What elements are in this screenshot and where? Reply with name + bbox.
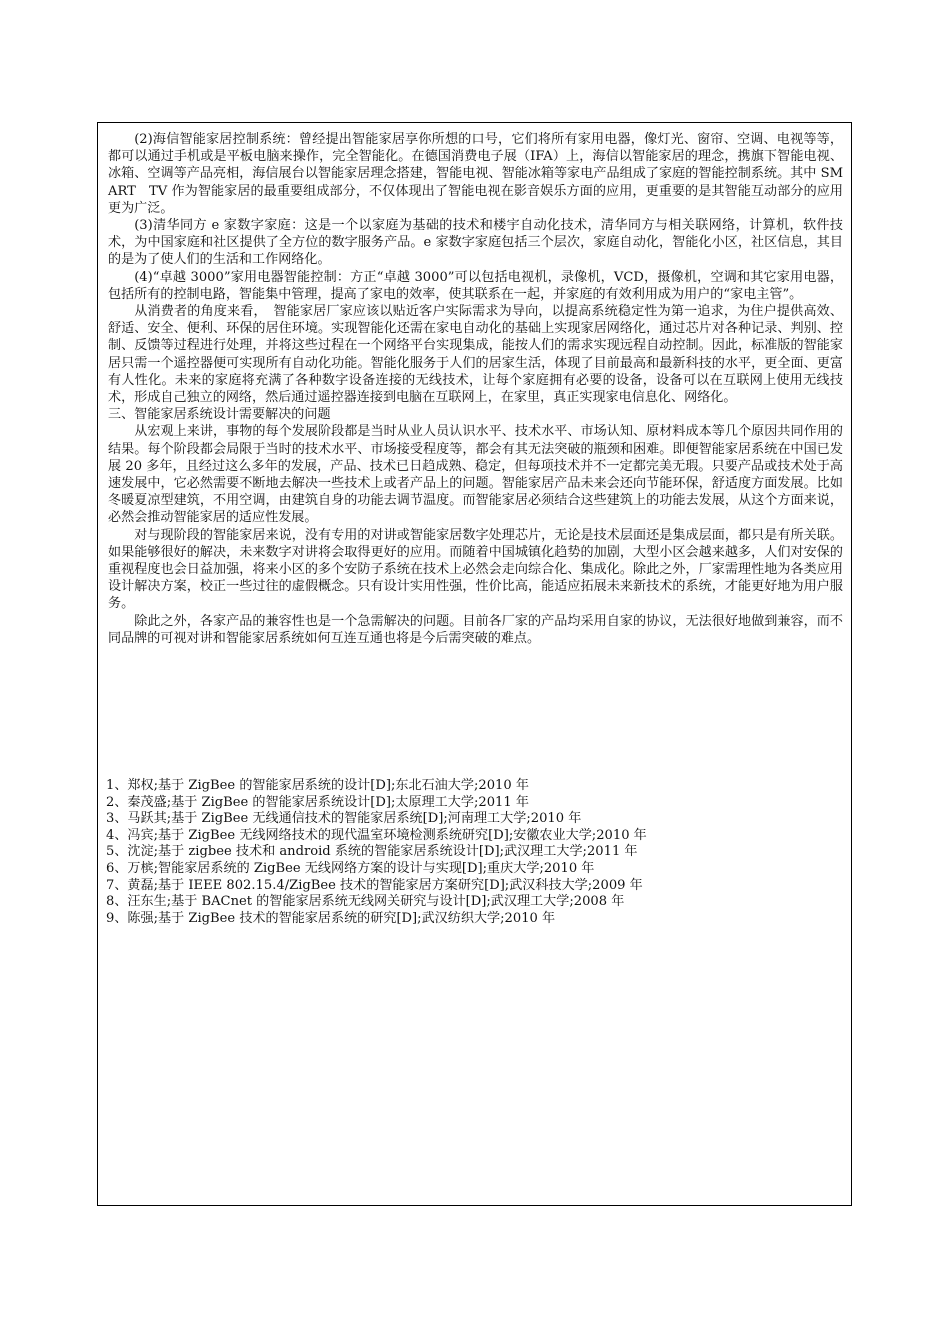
paragraph-tsinghua: (3)清华同方 e 家数字家庭：这是一个以家庭为基础的技术和楼宇自动化技术，清华同方与相关联网络，计算机，软件技术，为中国家庭和社区提供了全方位的数字服务产品。e 家数字家庭包括三个层次，家庭自动化，智能化小区，社区信息，其目的是为了使人们的生活和工作网络化。: [108, 218, 843, 268]
paragraph-hisense: (2)海信智能家居控制系统：曾经提出智能家居享你所想的口号，它们将所有家用电器，像灯光、窗帘、空调、电视等等，都可以通过手机或是平板电脑来操作，完全智能化。在德国消费电子展（IFA）上，海信以智能家居的理念，携旗下智能电视、冰箱、空调等产品亮相，海信展台以智能家居理念搭建，智能电视、智能冰箱等家电产品组成了家庭的智能控制系统。其中 SMART TV 作为智能家居的最重要组成部分，不仅体现出了智能电视在影音娱乐方面的应用，更重要的是其智能互动部分的应用更为广泛。: [108, 132, 843, 216]
reference-item: 7、黄磊;基于 IEEE 802.15.4/ZigBee 技术的智能家居方案研究[D];武汉科技大学;2009 年: [106, 877, 643, 893]
reference-item: 8、汪东生;基于 BACnet 的智能家居系统无线网关研究与设计[D];武汉理工大学;2008 年: [106, 894, 625, 910]
paragraph-macro-view: 从宏观上来讲，事物的每个发展阶段都是当时从业人员认识水平、技术水平、市场认知、原材料成本等几个原因共同作用的结果。每个阶段都会局限于当时的技术水平、市场接受程度等，都会有其无法突破的瓶颈和困难。即便智能家居系统在中国已发展 20 多年，且经过这么多年的发展，产品、技术已日趋成熟、稳定，但每项技术并不一定都完美无瑕。只要产品或技术处于高速发展中，它必然需要不断地去解决一些技术上或者产品上的问题。智能家居产品未来会还向节能环保，舒适度方面发展。比如冬暖夏凉型建筑，不用空调，由建筑自身的功能去调节温度。而智能家居必须结合这些建筑上的功能去发展，从这个方面来说，必然会推动智能家居的适应性发展。: [108, 424, 843, 526]
section-heading: 三、智能家居系统设计需要解决的问题: [108, 407, 331, 423]
reference-item: 6、万槟;智能家居系统的 ZigBee 无线网络方案的设计与实现[D];重庆大学;2010 年: [106, 860, 595, 876]
reference-item: 5、沈淀;基于 zigbee 技术和 android 系统的智能家居系统设计[D];武汉理工大学;2011 年: [106, 844, 638, 860]
reference-item: 3、马跃其;基于 ZigBee 无线通信技术的智能家居系统[D];河南理工大学;2010 年: [106, 811, 582, 827]
reference-item: 1、郑权;基于 ZigBee 的智能家居系统的设计[D];东北石油大学;2010 年: [106, 778, 529, 793]
paragraph-consumer-view: 从消费者的角度来看， 智能家居厂家应该以贴近客户实际需求为导向，以提高系统稳定性为第一追求，为住户提供高效、舒适、安全、便利、环保的居住环境。实现智能化还需在家电自动化的基础上实现家居网络化，通过芯片对各种记录、判别、控制、反馈等过程进行处理，并将这些过程在一个网络平台实现集成，能按人们的需求实现远程自动控制。因此，标准版的智能家居只需一个遥控器便可实现所有自动化功能。智能化服务于人们的居家生活，体现了目前最高和最新科技的水平，更全面、更富有人性化。未来的家庭将充满了各种数字设备连接的无线技术，让每个家庭拥有必要的设备，设备可以在互联网上使用无线技术，形成自己独立的网络，然后通过遥控器连接到电脑在互联网上，在家里，真正实现家电信息化、网络化。: [108, 304, 843, 406]
paragraph-compatibility: 除此之外，各家产品的兼容性也是一个急需解决的问题。目前各厂家的产品均采用自家的协议，无法很好地做到兼容，而不同品牌的可视对讲和智能家居系统如何互连互通也将是今后需突破的难点。: [108, 613, 843, 646]
body-text: [108, 131, 843, 647]
reference-item: 9、陈强;基于 ZigBee 技术的智能家居系统的研究[D];武汉纺织大学;2010 年: [106, 910, 556, 926]
paragraph-current-stage: 对与现阶段的智能家居来说，没有专用的对讲或智能家居数字处理芯片，无论是技术层面还是集成层面，都只是有所关联。如果能够很好的解决，未来数字对讲将会取得更好的应用。而随着中国城镇化趋势的加剧，大型小区会越来越多，人们对安保的重视程度也会日益加强，将来小区的多个安防子系统在技术上必然会走向综合化、集成化。除此之外，厂家需理性地为各类应用设计解决方案，校正一些过往的虚假概念。只有设计实用性强，性价比高，能适应拓展未来新技术的系统，才能更好地为用户服务。: [108, 527, 843, 612]
document-frame: [97, 122, 852, 1206]
reference-item: 2、秦茂盛;基于 ZigBee 的智能家居系统设计[D];太原理工大学;2011 年: [106, 794, 529, 810]
reference-item: 4、冯宾;基于 ZigBee 无线网络技术的现代温室环境检测系统研究[D];安徽农业大学;2010 年: [106, 827, 647, 843]
paragraph-zhuoyue: (4)“卓越 3000”家用电器智能控制：方正“卓越 3000”可以包括电视机，录像机，VCD，摄像机，空调和其它家用电器，包括所有的控制电路，智能集中管理，提高了家电的效率，使其联系在一起，并家庭的有效利用成为用户的“家电主管”。: [108, 269, 843, 302]
reference-list: [106, 778, 843, 927]
